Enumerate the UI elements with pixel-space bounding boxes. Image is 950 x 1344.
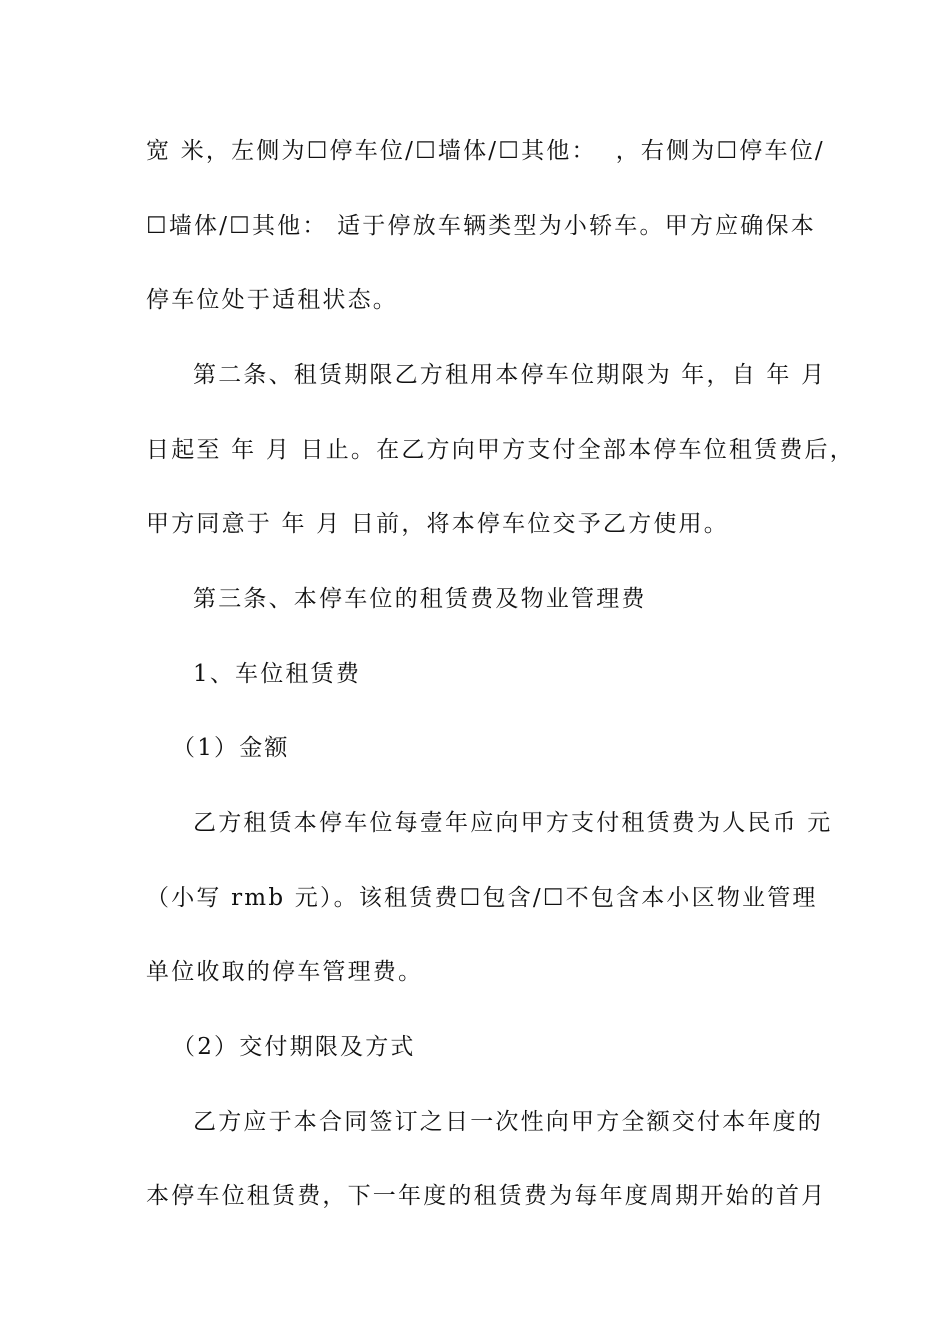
article-2-heading-line: 第二条、租赁期限乙方租用本停车位期限为 年，自 年 月 [193, 362, 827, 388]
subsection-2-heading: （2）交付期限及方式 [172, 1034, 416, 1060]
text-line-2: ☐墙体/☐其他： 适于停放车辆类型为小轿车。甲方应确保本 [146, 213, 816, 239]
text-line-14: 乙方应于本合同签订之日一次性向甲方全额交付本年度的 [193, 1109, 823, 1135]
text-line-15: 本停车位租赁费，下一年度的租赁费为每年度周期开始的首月 [146, 1183, 827, 1209]
subsection-1-heading: （1）金额 [172, 735, 290, 761]
text-line-5: 日起至 年 月 日止。在乙方向甲方支付全部本停车位租赁费后， [146, 437, 855, 463]
section-1-heading: 1、车位租赁费 [193, 661, 362, 687]
text-line-3: 停车位处于适租状态。 [146, 287, 398, 313]
text-line-11: （小写 rmb 元）。该租赁费☐包含/☐不包含本小区物业管理 [146, 885, 818, 911]
article-3-heading: 第三条、本停车位的租赁费及物业管理费 [193, 586, 647, 612]
text-line-12: 单位收取的停车管理费。 [146, 959, 424, 985]
text-line-10: 乙方租赁本停车位每壹年应向甲方支付租赁费为人民币 元 [193, 810, 833, 836]
text-line-6: 甲方同意于 年 月 日前，将本停车位交予乙方使用。 [146, 511, 729, 537]
text-line-1: 宽 米，左侧为☐停车位/☐墙体/☐其他： ，右侧为☐停车位/ [146, 138, 825, 164]
